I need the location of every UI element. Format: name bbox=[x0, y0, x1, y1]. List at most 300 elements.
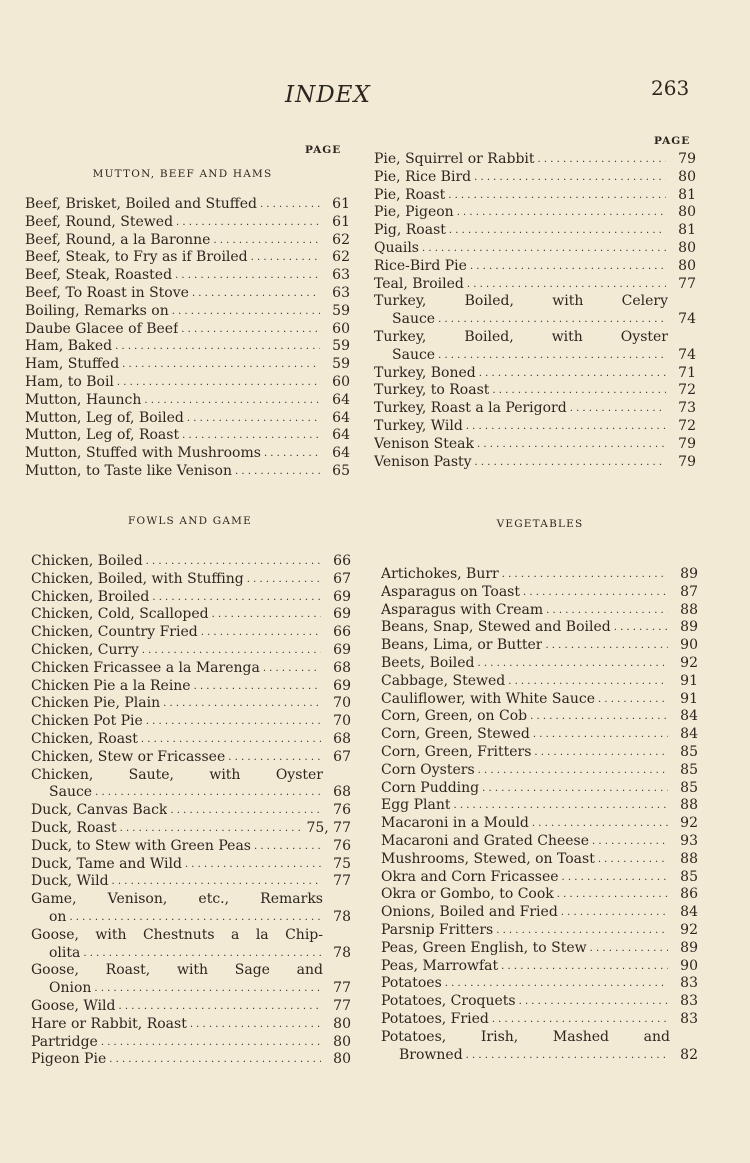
index-entry bbox=[381, 566, 698, 584]
index-entry-page: 74 bbox=[678, 311, 696, 328]
index-entry bbox=[381, 904, 698, 922]
index-entry-page: 62 bbox=[332, 249, 350, 266]
index-entry bbox=[25, 356, 350, 374]
index-entry bbox=[31, 589, 351, 607]
index-entry-page: 88 bbox=[680, 850, 698, 867]
index-entry-page: 80 bbox=[678, 168, 696, 185]
index-entry-page: 73 bbox=[678, 400, 696, 417]
dot-leader bbox=[98, 1034, 321, 1052]
dot-leader bbox=[80, 945, 321, 963]
dot-leader bbox=[589, 833, 668, 851]
dot-leader bbox=[117, 820, 303, 838]
index-entry-text: Sauce bbox=[392, 346, 436, 363]
index-entry-text: Chicken, Cold, Scalloped bbox=[31, 606, 209, 623]
index-entry-text: Chicken, Boiled, with Stuffing bbox=[31, 570, 244, 587]
index-entry-page: 89 bbox=[680, 619, 698, 636]
index-entry bbox=[31, 820, 351, 838]
index-entry-page: 93 bbox=[680, 832, 698, 849]
index-entry bbox=[31, 606, 351, 624]
dot-leader bbox=[567, 400, 666, 418]
dot-leader bbox=[435, 347, 666, 365]
index-entry-text: Potatoes, Irish, Mashed and bbox=[381, 1028, 670, 1045]
section-heading-mutton: MUTTON, BEEF AND HAMS bbox=[92, 168, 273, 180]
index-entry-page: 69 bbox=[333, 606, 351, 623]
index-entry-page: 82 bbox=[680, 1046, 698, 1063]
index-entry-text: Mutton, Haunch bbox=[25, 391, 142, 408]
dot-leader bbox=[471, 169, 666, 187]
dot-leader bbox=[499, 566, 668, 584]
index-entry-text: Pie, Pigeon bbox=[374, 204, 454, 221]
index-entry-page: 92 bbox=[680, 815, 698, 832]
dot-leader bbox=[442, 975, 668, 993]
index-entry bbox=[381, 744, 698, 762]
dot-leader bbox=[172, 267, 320, 285]
dot-leader bbox=[66, 909, 321, 927]
dot-leader bbox=[554, 886, 668, 904]
page-title: INDEX bbox=[285, 82, 371, 108]
dot-leader bbox=[527, 708, 668, 726]
dot-leader bbox=[463, 418, 666, 436]
index-entry-text: Chicken, Curry bbox=[31, 641, 139, 658]
index-entry-text: Pie, Rice Bird bbox=[374, 168, 472, 185]
index-entry-text: Mutton, Leg of, Boiled bbox=[25, 409, 184, 426]
dot-leader bbox=[531, 744, 668, 762]
index-entry bbox=[31, 731, 351, 749]
index-entry-text: Artichokes, Burr bbox=[381, 566, 499, 582]
index-entry bbox=[381, 708, 698, 726]
index-entry-page: 74 bbox=[678, 346, 696, 363]
index-entry bbox=[381, 726, 698, 744]
index-entry-page: 67 bbox=[333, 570, 351, 587]
index-entry-text: Beef, Round, a la Baronne bbox=[25, 231, 211, 248]
index-entry-text: Beans, Snap, Stewed and Boiled bbox=[381, 619, 611, 636]
index-entry-text: Ham, Stuffed bbox=[25, 356, 120, 373]
index-entry bbox=[374, 187, 696, 205]
index-entry-text: Beef, Round, Stewed bbox=[25, 213, 174, 230]
index-entry-text: Corn, Green, on Cob bbox=[381, 708, 528, 725]
index-entry bbox=[31, 873, 351, 891]
index-entry-text: Turkey, Boiled, with Oyster bbox=[374, 328, 668, 345]
index-entry bbox=[381, 691, 698, 709]
index-entry bbox=[25, 267, 350, 285]
index-entry-page: 60 bbox=[332, 373, 350, 390]
index-entry-page: 90 bbox=[680, 637, 698, 654]
index-entry bbox=[31, 1034, 351, 1052]
index-entry-page: 72 bbox=[678, 382, 696, 399]
dot-leader bbox=[467, 258, 666, 276]
index-entry-page: 61 bbox=[332, 196, 350, 212]
dot-leader bbox=[543, 602, 668, 620]
index-entry-page: 71 bbox=[678, 364, 696, 381]
index-entry-page: 80 bbox=[333, 1051, 351, 1068]
index-entry-text: Pie, Squirrel or Rabbit bbox=[374, 151, 535, 167]
index-entry bbox=[374, 329, 696, 365]
index-entry-text: Duck, to Stew with Green Peas bbox=[31, 837, 251, 854]
index-entry-page: 81 bbox=[678, 222, 696, 239]
index-entry-page: 66 bbox=[333, 624, 351, 641]
dot-leader bbox=[112, 338, 320, 356]
dot-leader bbox=[91, 980, 321, 998]
index-entry-text: Pig, Roast bbox=[374, 222, 446, 239]
index-entry-page: 75 bbox=[333, 855, 351, 872]
index-entry-text: Asparagus with Cream bbox=[381, 601, 544, 618]
index-entry-text: Duck, Wild bbox=[31, 873, 109, 890]
index-entry-text: Partridge bbox=[31, 1033, 98, 1050]
dot-leader bbox=[463, 1047, 668, 1065]
dot-leader bbox=[559, 869, 668, 887]
index-entry bbox=[25, 214, 350, 232]
dot-leader bbox=[114, 374, 320, 392]
index-entry-page: 91 bbox=[680, 672, 698, 689]
index-entry-text: Browned bbox=[399, 1046, 463, 1063]
index-entry-page: 62 bbox=[332, 231, 350, 248]
index-entry-text: Macaroni and Grated Cheese bbox=[381, 832, 590, 849]
index-list-game-continued bbox=[374, 151, 696, 471]
dot-leader bbox=[257, 196, 320, 214]
dot-leader bbox=[595, 691, 668, 709]
index-entry-page: 69 bbox=[333, 641, 351, 658]
index-entry-text: Goose, with Chestnuts a la Chip- bbox=[31, 926, 323, 943]
section-heading-vegetables: VEGETABLES bbox=[496, 518, 584, 530]
index-entry-page: 77 bbox=[333, 873, 351, 890]
index-entry bbox=[25, 427, 350, 445]
index-entry bbox=[25, 249, 350, 267]
dot-leader bbox=[505, 673, 668, 691]
index-entry-text: Chicken Pie a la Reine bbox=[31, 677, 191, 694]
index-entry-page: 79 bbox=[678, 151, 696, 167]
index-entry-text: Teal, Broiled bbox=[374, 275, 464, 292]
index-entry-text: Mushrooms, Stewed, on Toast bbox=[381, 850, 595, 867]
index-entry-text: Mutton, Stuffed with Mushrooms bbox=[25, 445, 261, 462]
dot-leader bbox=[92, 784, 321, 802]
index-entry-text: Okra and Corn Fricassee bbox=[381, 868, 559, 885]
index-entry bbox=[25, 303, 350, 321]
index-entry-text: Quails bbox=[374, 239, 419, 256]
index-entry bbox=[374, 400, 696, 418]
dot-leader bbox=[587, 940, 668, 958]
index-entry-page: 83 bbox=[680, 1010, 698, 1027]
index-entry-text: Corn, Green, Stewed bbox=[381, 726, 530, 743]
index-entry-page: 85 bbox=[680, 868, 698, 885]
index-entry bbox=[381, 584, 698, 602]
dot-leader bbox=[189, 285, 320, 303]
index-entry-text: Cauliflower, with White Sauce bbox=[381, 690, 595, 707]
dot-leader bbox=[149, 589, 321, 607]
page-column-label-right: PAGE bbox=[654, 135, 691, 147]
index-entry-page: 80 bbox=[678, 257, 696, 274]
index-entry bbox=[381, 637, 698, 655]
dot-leader bbox=[143, 713, 321, 731]
index-entry-text: Pigeon Pie bbox=[31, 1051, 107, 1068]
index-entry-page: 89 bbox=[680, 566, 698, 582]
dot-leader bbox=[489, 382, 666, 400]
index-entry bbox=[374, 276, 696, 294]
dot-leader bbox=[558, 904, 668, 922]
index-entry bbox=[25, 463, 350, 481]
dot-leader bbox=[260, 660, 321, 678]
index-entry-text: Mutton, Leg of, Roast bbox=[25, 427, 180, 444]
index-entry bbox=[31, 856, 351, 874]
index-entry-page: 92 bbox=[680, 921, 698, 938]
index-entry-text: Onions, Boiled and Fried bbox=[381, 904, 558, 921]
index-entry-text: Potatoes, Fried bbox=[381, 1010, 489, 1027]
index-entry bbox=[374, 222, 696, 240]
index-entry-text: Peas, Marrowfat bbox=[381, 957, 499, 974]
index-entry-page: 64 bbox=[332, 409, 350, 426]
index-entry bbox=[31, 1016, 351, 1034]
index-list-mutton bbox=[25, 196, 350, 481]
index-entry-text: Turkey, Boned bbox=[374, 364, 476, 381]
index-entry-text: Game, Venison, etc., Remarks bbox=[31, 891, 323, 908]
index-list-fowls bbox=[31, 553, 351, 1069]
index-entry bbox=[374, 204, 696, 222]
index-entry-text: Chicken, Roast bbox=[31, 730, 138, 747]
index-entry bbox=[31, 695, 351, 713]
dot-leader bbox=[209, 606, 321, 624]
index-entry-text: Turkey, Wild bbox=[374, 417, 463, 434]
dot-leader bbox=[225, 749, 321, 767]
index-entry-text: Ham, to Boil bbox=[25, 373, 114, 390]
index-entry bbox=[31, 660, 351, 678]
index-entry-page: 85 bbox=[680, 761, 698, 778]
index-entry-page: 83 bbox=[680, 975, 698, 992]
index-entry-page: 84 bbox=[680, 708, 698, 725]
index-entry-text: Corn, Green, Fritters bbox=[381, 743, 532, 760]
index-entry-page: 69 bbox=[333, 588, 351, 605]
index-entry-page: 80 bbox=[333, 1033, 351, 1050]
dot-leader bbox=[516, 993, 668, 1011]
dot-leader bbox=[542, 637, 668, 655]
index-entry bbox=[381, 815, 698, 833]
index-entry-page: 65 bbox=[332, 462, 350, 479]
dot-leader bbox=[179, 427, 320, 445]
index-entry-text: Parsnip Fritters bbox=[381, 921, 494, 938]
index-entry bbox=[31, 1051, 351, 1069]
index-entry-page: 69 bbox=[333, 677, 351, 694]
index-entry-page: 80 bbox=[678, 204, 696, 221]
index-entry-page: 75, 77 bbox=[306, 819, 351, 836]
index-entry-page: 86 bbox=[680, 886, 698, 903]
dot-leader bbox=[160, 695, 321, 713]
dot-leader bbox=[178, 321, 320, 339]
index-entry-page: 67 bbox=[333, 748, 351, 765]
dot-leader bbox=[184, 410, 320, 428]
index-entry-page: 79 bbox=[678, 435, 696, 452]
index-entry-text: Chicken Fricassee a la Marenga bbox=[31, 659, 260, 676]
page-number: 263 bbox=[651, 76, 690, 100]
dot-leader bbox=[143, 553, 321, 571]
index-entry bbox=[374, 240, 696, 258]
index-entry-text: Potatoes bbox=[381, 975, 442, 992]
index-entry-page: 87 bbox=[680, 583, 698, 600]
index-entry bbox=[25, 410, 350, 428]
dot-leader bbox=[530, 726, 668, 744]
index-entry-page: 78 bbox=[333, 908, 351, 925]
index-entry-text: Turkey, Boiled, with Celery bbox=[374, 293, 668, 310]
index-entry-page: 64 bbox=[332, 445, 350, 462]
index-entry bbox=[31, 642, 351, 660]
index-entry bbox=[381, 602, 698, 620]
dot-leader bbox=[248, 249, 320, 267]
index-entry-page: 80 bbox=[333, 1015, 351, 1032]
index-entry bbox=[381, 1029, 698, 1065]
dot-leader bbox=[106, 1051, 321, 1069]
dot-leader bbox=[187, 1016, 321, 1034]
index-entry bbox=[25, 285, 350, 303]
index-entry-page: 59 bbox=[332, 338, 350, 355]
index-entry-text: Mutton, to Taste like Venison bbox=[25, 462, 233, 479]
index-entry-text: Venison Steak bbox=[374, 435, 475, 452]
index-entry-page: 59 bbox=[332, 356, 350, 373]
index-entry-page: 77 bbox=[333, 997, 351, 1014]
index-entry bbox=[374, 365, 696, 383]
index-entry bbox=[25, 338, 350, 356]
index-entry-text: on bbox=[49, 908, 67, 925]
index-entry bbox=[25, 232, 350, 250]
index-entry bbox=[381, 762, 698, 780]
index-entry-page: 66 bbox=[333, 553, 351, 569]
index-entry bbox=[31, 891, 351, 927]
index-entry bbox=[374, 454, 696, 472]
index-entry-page: 68 bbox=[333, 659, 351, 676]
dot-leader bbox=[445, 187, 666, 205]
index-entry-page: 80 bbox=[678, 239, 696, 256]
index-entry-page: 72 bbox=[678, 417, 696, 434]
index-entry-text: Rice-Bird Pie bbox=[374, 257, 467, 274]
index-entry-text: Corn Oysters bbox=[381, 761, 475, 778]
index-entry-text: Chicken, Country Fried bbox=[31, 624, 198, 641]
index-entry bbox=[31, 678, 351, 696]
index-entry bbox=[381, 993, 698, 1011]
index-entry-page: 88 bbox=[680, 601, 698, 618]
index-entry bbox=[25, 392, 350, 410]
index-entry-text: Beef, Brisket, Boiled and Stuffed bbox=[25, 196, 257, 212]
index-entry-text: Sauce bbox=[49, 784, 93, 801]
dot-leader bbox=[173, 214, 320, 232]
index-entry-text: Peas, Green English, to Stew bbox=[381, 939, 587, 956]
dot-leader bbox=[139, 642, 321, 660]
index-entry bbox=[31, 749, 351, 767]
index-entry-page: 60 bbox=[332, 320, 350, 337]
index-entry-page: 63 bbox=[332, 267, 350, 284]
dot-leader bbox=[454, 204, 666, 222]
index-entry-page: 70 bbox=[333, 713, 351, 730]
dot-leader bbox=[450, 797, 668, 815]
dot-leader bbox=[472, 454, 666, 472]
index-entry-text: Boiling, Remarks on bbox=[25, 302, 169, 319]
dot-leader bbox=[464, 276, 666, 294]
index-entry bbox=[374, 151, 696, 169]
index-entry-page: 61 bbox=[332, 213, 350, 230]
index-entry bbox=[374, 258, 696, 276]
dot-leader bbox=[435, 311, 666, 329]
index-entry bbox=[381, 886, 698, 904]
index-entry-page: 92 bbox=[680, 654, 698, 671]
index-entry-text: Goose, Wild bbox=[31, 997, 116, 1014]
index-entry-text: Chicken Pie, Plain bbox=[31, 695, 161, 712]
index-entry-page: 59 bbox=[332, 302, 350, 319]
index-entry bbox=[381, 851, 698, 869]
index-entry-text: Beef, Steak, Roasted bbox=[25, 267, 173, 284]
dot-leader bbox=[167, 802, 321, 820]
index-entry-text: Chicken, Broiled bbox=[31, 588, 150, 605]
index-entry bbox=[374, 169, 696, 187]
index-entry bbox=[381, 833, 698, 851]
index-entry bbox=[381, 958, 698, 976]
dot-leader bbox=[198, 624, 321, 642]
index-entry-text: Goose, Roast, with Sage and bbox=[31, 962, 323, 979]
index-entry bbox=[381, 619, 698, 637]
index-entry-text: Beans, Lima, or Butter bbox=[381, 637, 543, 654]
index-entry-page: 77 bbox=[678, 275, 696, 292]
index-entry-page: 88 bbox=[680, 797, 698, 814]
dot-leader bbox=[232, 463, 320, 481]
dot-leader bbox=[244, 571, 321, 589]
index-entry bbox=[374, 382, 696, 400]
index-entry bbox=[31, 927, 351, 963]
index-entry bbox=[25, 321, 350, 339]
dot-leader bbox=[191, 678, 321, 696]
dot-leader bbox=[520, 584, 668, 602]
index-entry-text: Okra or Gombo, to Cook bbox=[381, 886, 554, 903]
dot-leader bbox=[261, 445, 320, 463]
dot-leader bbox=[141, 392, 320, 410]
index-entry-page: 85 bbox=[680, 743, 698, 760]
dot-leader bbox=[446, 222, 666, 240]
index-entry bbox=[381, 780, 698, 798]
index-entry bbox=[31, 713, 351, 731]
index-entry-text: Chicken, Boiled bbox=[31, 553, 143, 569]
index-entry bbox=[374, 293, 696, 329]
index-entry-text: Duck, Roast bbox=[31, 819, 117, 836]
index-entry bbox=[381, 673, 698, 691]
index-entry bbox=[31, 838, 351, 856]
index-entry bbox=[31, 571, 351, 589]
index-entry-page: 79 bbox=[678, 453, 696, 470]
index-entry-text: Corn Pudding bbox=[381, 779, 480, 796]
index-entry-page: 64 bbox=[332, 427, 350, 444]
index-entry bbox=[25, 196, 350, 214]
index-entry-page: 63 bbox=[332, 284, 350, 301]
index-entry-text: olita bbox=[49, 944, 81, 961]
index-entry-text: Cabbage, Stewed bbox=[381, 672, 506, 689]
index-entry-page: 64 bbox=[332, 391, 350, 408]
index-entry bbox=[381, 1011, 698, 1029]
dot-leader bbox=[475, 655, 669, 673]
dot-leader bbox=[498, 958, 668, 976]
index-entry-text: Duck, Canvas Back bbox=[31, 802, 168, 819]
section-heading-fowls: FOWLS AND GAME bbox=[128, 515, 252, 527]
index-entry bbox=[374, 418, 696, 436]
index-entry bbox=[31, 624, 351, 642]
index-entry-text: Hare or Rabbit, Roast bbox=[31, 1015, 187, 1032]
index-entry bbox=[381, 922, 698, 940]
index-entry bbox=[381, 869, 698, 887]
dot-leader bbox=[535, 151, 666, 169]
index-entry-text: Ham, Baked bbox=[25, 338, 113, 355]
index-entry-text: Onion bbox=[49, 980, 92, 997]
index-entry-text: Asparagus on Toast bbox=[381, 583, 520, 600]
index-entry bbox=[31, 553, 351, 571]
index-entry-text: Sauce bbox=[392, 311, 436, 328]
index-entry-text: Chicken, Saute, with Oyster bbox=[31, 766, 323, 783]
index-entry-page: 76 bbox=[333, 802, 351, 819]
dot-leader bbox=[529, 815, 668, 833]
dot-leader bbox=[182, 856, 321, 874]
index-entry-text: Beets, Boiled bbox=[381, 654, 475, 671]
dot-leader bbox=[489, 1011, 668, 1029]
index-entry bbox=[31, 962, 351, 998]
